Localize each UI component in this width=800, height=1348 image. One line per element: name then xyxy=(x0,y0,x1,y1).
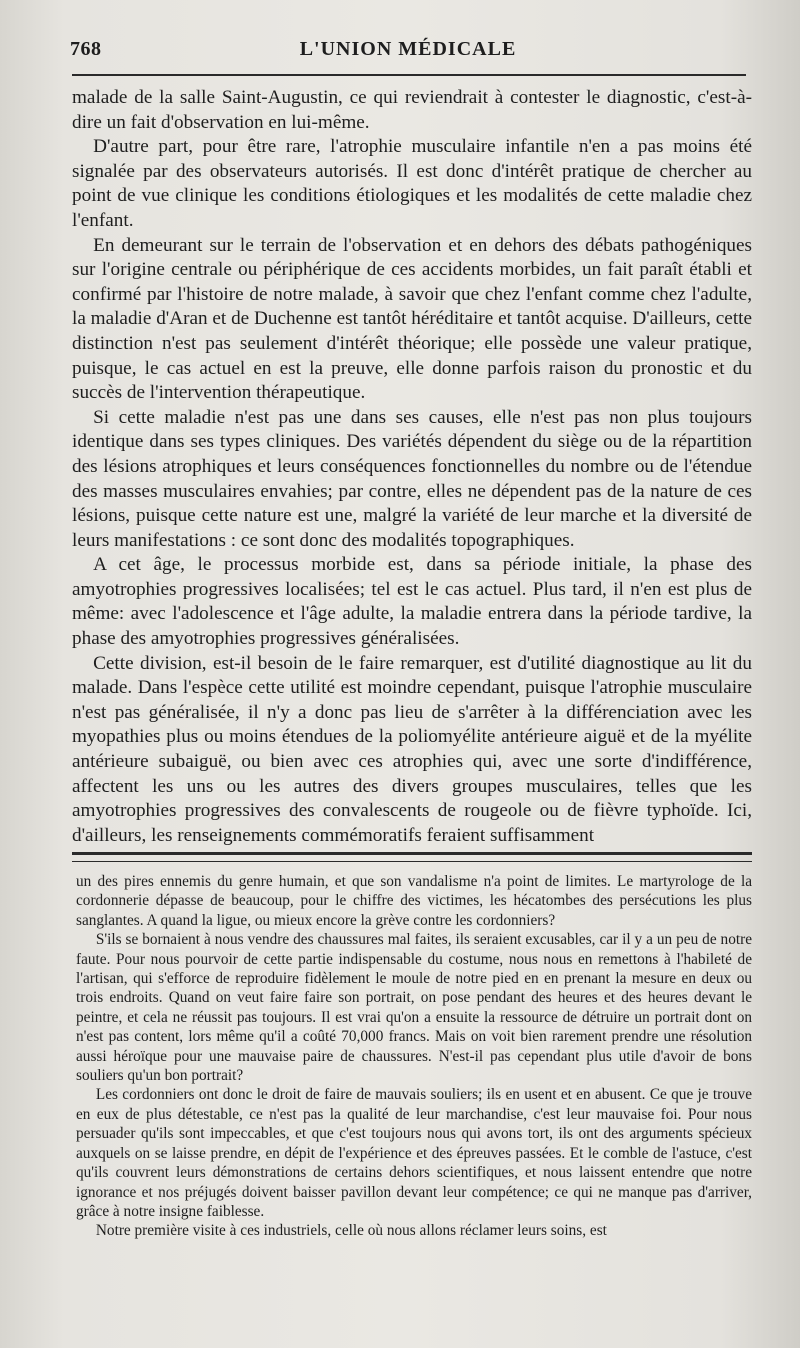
body-paragraph: malade de la salle Saint-Augustin, ce qui reviendrait à contester le diagnostic, c'est-à-dire un fait d'observation en lui-même. xyxy=(72,87,752,133)
header-rule xyxy=(72,74,746,76)
feuilleton-paragraph: S'ils se bornaient à nous vendre des chaussures mal faites, ils seraient excusables, car il y a un peu de notre faute. Pour nous pourvoir de cette partie indispensable du costume, nous nous en remettons à l'habileté de l'artisan, qui s'efforce de reproduire fidèlement le moule de notre pied en en prenant la mesure en deux ou trois endroits. Quand on veut faire faire son portrait, on pose pendant des heures et des heures devant le peintre, et cela ne réussit pas toujours. Il est vrai qu'on a ensuite la ressource de détruire un portrait dont on n'est pas content, lors même qu'il a coûté 70,000 francs. Mais on voit bien rarement prendre une résolution aussi héroïque pour une mauvaise paire de chaussures. N'est-il pas cependant plus utile d'avoir de bons souliers qu'un bon portrait? xyxy=(76,931,752,1085)
body-paragraph: En demeurant sur le terrain de l'observation et en dehors des débats pathogéniques sur l'origine centrale ou périphérique de ces accidents morbides, un fait paraît établi et confirmé par l'histoire de notre malade, à savoir que chez l'enfant comme chez l'adulte, la maladie d'Aran et de Duchenne est tantôt héréditaire et tantôt acquise. D'ailleurs, cette distinction n'est pas seulement d'intérêt théorique; elle possède une valeur pratique, puisque, le cas actuel en est la preuve, elle donne parfois raison du pronostic et du succès de l'intervention thérapeutique. xyxy=(72,234,752,404)
body-paragraph: Cette division, est-il besoin de le faire remarquer, est d'utilité diagnostique au lit du malade. Dans l'espèce cette utilité est moindre cependant, puisque l'atrophie musculaire n'est pas généralisée, il n'y a donc pas lieu de s'arrêter à la différenciation avec les myopathies plus ou moins étendues de la poliomyélite antérieure aiguë et de la myélite antérieure subaiguë, ou bien avec ces atrophies qui, avec une sorte d'indifférence, affectent les uns ou les autres des divers groupes musculaires, telles que les amyotrophies progressives des convalescents de rougeole ou de fièvre typhoïde. Ici, d'ailleurs, les renseignements commémoratifs feraient suffisamment xyxy=(72,652,752,846)
page-header xyxy=(70,38,746,68)
body-paragraph: Si cette maladie n'est pas une dans ses causes, elle n'est pas non plus toujours identique dans ses types cliniques. Des variétés dépendent du siège ou de la répartition des lésions atrophiques et leurs conséquences fonctionnelles du nombre ou de l'étendue des masses musculaires envahies; par contre, elles ne dépendent pas de la nature de ces lésions, puisque cette nature est une, malgré la variété de leur marche et la diversité de leurs manifestations : ce sont donc des modalités topographiques. xyxy=(72,406,752,551)
feuilleton-paragraph: Notre première visite à ces industriels, celle où nous allons réclamer leurs soins, est xyxy=(95,1222,607,1240)
main-article xyxy=(72,86,752,848)
body-paragraph: D'autre part, pour être rare, l'atrophie musculaire infantile n'en a pas moins été signalée par des observateurs autorisés. Il est donc d'intérêt pratique de chercher au point de vue clinique les conditions étiologiques et les modalités de cette maladie chez l'enfant. xyxy=(72,136,752,231)
feuilleton-paragraph: un des pires ennemis du genre humain, et que son vandalisme n'a point de limites. Le martyrologe de la cordonnerie dépasse de beaucoup, pour le chiffre des victimes, les hécatombes des persécutions les plus sanglantes. A quand la ligue, ou mieux encore la grève contre les cordonniers? xyxy=(76,873,752,929)
body-paragraph: A cet âge, le processus morbide est, dans sa période initiale, la phase des amyotrophies progressives localisées; tel est le cas actuel. Plus tard, il n'en est plus de même: avec l'adolescence et l'âge adulte, la maladie entrera dans la période tardive, la phase des amyotrophies progressives généralisées. xyxy=(72,554,752,650)
feuilleton-separator xyxy=(72,852,752,862)
feuilleton-section xyxy=(76,872,752,1241)
page-number: 768 xyxy=(70,38,102,60)
running-title: L'UNION MÉDICALE xyxy=(299,38,517,60)
feuilleton-paragraph: Les cordonniers ont donc le droit de faire de mauvais souliers; ils en usent et en abusent. Ce que je trouve en eux de plus détestable, ce n'est pas la qualité de leur marchandise, c'est leur mauvaise foi. Pour nous persuader qu'ils sont impeccables, et que c'est toujours nous qui avons tort, ils ont des arguments spécieux auxquels on se laisse prendre, en dépit de l'expérience et des épreuves passées. Et le comble de l'astuce, c'est qu'ils couvrent leurs démonstrations de certains dehors scientifiques, et nous laissent entendre que notre ignorance et nos préjugés doivent baisser pavillon devant leur compétence; ce qui ne manque pas d'arriver, grâce à notre insigne faiblesse. xyxy=(76,1086,752,1220)
